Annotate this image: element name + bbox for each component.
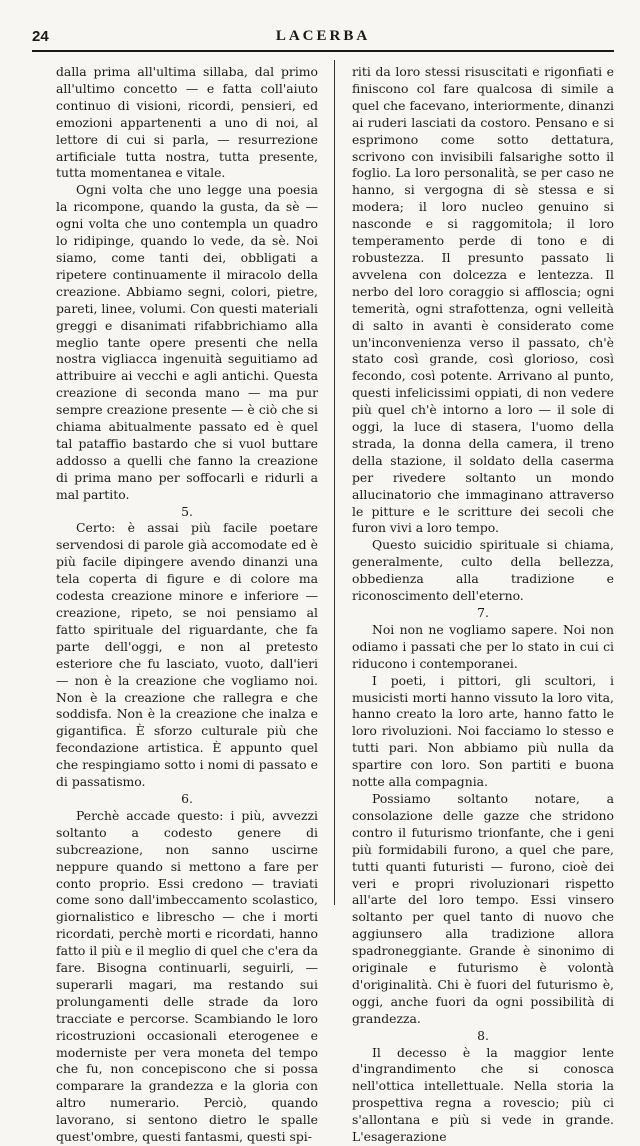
section-number: 8. [477,1027,489,1043]
section-number: 7. [477,605,489,620]
paragraph: I poeti, i pittori, gli scultori, i musicisti morti hanno vissuto la loro vita, hanno creato la loro arte, hanno fatto le loro rivoluzioni. Noi facciamo lo stesso e tutti pari. Non abbiamo più nulla da spartire con loro. Son partiti e buona notte alla compagnia. [352,672,614,790]
paragraph: Certo: è assai più facile poetare servendosi di parole già accomodate ed è più facile dipingere avendo dinanzi una tela coperta di figure e di colore ma codesta creazione minore e inferiore — creazione, ripeto, se noi pensiamo al fatto spirituale del riguardante, che fa parte dell'oggi, e non al pretesto esteriore che fu lasciato, vuoto, dall'ieri — non è la creazione che vogliamo noi. Non è la creazione che rallegra e che soddisfa. Non è la creazione che inalza e gigantifica. È sforzo culturale più che fecondazione artistica. È appunto quel che respingiamo sotto i nomi di passato e di passatismo. [56,520,318,790]
section-number: 5. [181,503,193,519]
column-divider [334,60,335,905]
paragraph: Noi non ne vogliamo sapere. Noi non odiamo i passati che per lo stato in cui ci riducono i contemporanei. [352,621,614,671]
paragraph: Ogni volta che uno legge una poesia la ricompone, quando la gusta, da sè — ogni volta che uno contempla un quadro lo ridipinge, quando lo vede, da sè. Noi siamo, come tanti dei, obbligati a ripetere continuamente il miracolo della creazione. Abbiamo segni, colori, pietre, pareti, linee, volumi. Con questi materiali greggi e disanimati rifabbrichiamo alla meglio tante opere presenti che nella nostra vigliacca ingenuità seguitiamo ad attribuire ai vecchi e agli antichi. Questa creazione di seconda mano — ma pur sempre creazione presente — è ciò che si chiama abitualmente passato ed è quel tal pataffio bastardo che si vuol buttare addosso a quelli che fanno la creazione di prima mano per soffocarli e ridurli a mal partito. [56,182,318,502]
page-number: 24 [32,28,49,45]
paragraph: Questo suicidio spirituale si chiama, generalmente, culto della bellezza, obbedienza alla tradizione e riconoscimento dell'eterno. [352,537,614,604]
paragraph: Possiamo soltanto notare, a consolazione delle gazze che stridono contro il futurismo trionfante, che i geni più formidabili furono, a quel che pare, tutti quanti futuristi — furono, cioè dei veri e propri rivoluzionari rispetto all'arte del loro tempo. Essi vinsero soltanto per quel tanto di nuovo che aggiunsero alla tradizione allora spadroneggiante. Grande è sinonimo di originale e futurismo è volontà d'originalità. Chi è fuori del futurismo è, oggi, anche fuori da ogni possibilità di grandezza. [352,790,614,1026]
paragraph: dalla prima all'ultima sillaba, dal primo all'ultimo concetto — e fatta coll'aiuto continuo di visioni, ricordi, pensieri, ed emozioni appartenenti a uno di noi, al lettore di cui si parla, — resurrezione artificiale tutta nostra, tutta presente, tutta momentanea e vitale. [56,64,318,181]
left-column [56,64,318,1146]
paragraph: riti da loro stessi risuscitati e rigonfiati e finiscono col fare qualcosa di simile a quel che facevano, interiormente, dinanzi ai ruderi lasciati da costoro. Pensano e si esprimono come sotto dettatura, scrivono con invisibili falsarighe sotto il foglio. La loro personalità, se per caso ne hanno, si vergogna di sè stessa e si modera; il loro nucleo genuino si nasconde e si raggomitola; il loro temperamento perde di tono e di robustezza. Il presunto passato li avvelena con dolcezza e lentezza. Il nerbo del loro coraggio si affloscia; ogni temerità, ogni strafottenza, ogni velleità di salto in avanti è considerato come un'inconvenienza verso il passato, ch'è stato così grande, così glorioso, così fecondo, così potente. Arrivano al punto, questi infelicissimi oppiati, di non vedere più quel ch'è intorno a loro — il sole di oggi, la luce di stasera, l'uomo della strada, la donna della camera, il treno della stazione, il soldato della caserma per rivedere soltanto un mondo allucinatorio che immaginano attraverso le pitture e le scritture dei secoli che furon vivi a loro tempo. [352,64,614,536]
journal-title: LACERBA [275,28,371,44]
page-header [32,24,614,52]
paragraph: Perchè accade questo: i più, avvezzi soltanto a codesto genere di subcreazione, non sanno uscirne neppure quando si mettono a fare per conto proprio. Essi credono — traviati come sono dall'imbeccamento scolastico, giornalistico e librescho — che i morti ricordati, perchè morti e ricordati, hanno fatto il più e il meglio di quel che c'era da fare. Bisogna continuarli, seguirli, — superarli magari, ma restando sui prolungamenti delle strade da loro tracciate e percorse. Scambiando le loro ricostruzioni occasionali eterogenee e moderniste per vera moneta del tempo che fu, non concepiscono che si possa comparare la grandezza e la gloria con altro numerario. Perciò, quando lavorano, si sentono dietro le spalle quest'ombre, questi fantasmi, questi spi- [56,807,318,1145]
section-number: 6. [181,790,193,806]
paragraph: Il decesso è la maggior lente d'ingrandimento che si conosca nell'ottica intellettuale. Nella storia la prospettiva regna a rovescio; più ci s'allontana e più si vede in grande. L'esagerazione [352,1044,614,1145]
right-column [352,64,614,1146]
